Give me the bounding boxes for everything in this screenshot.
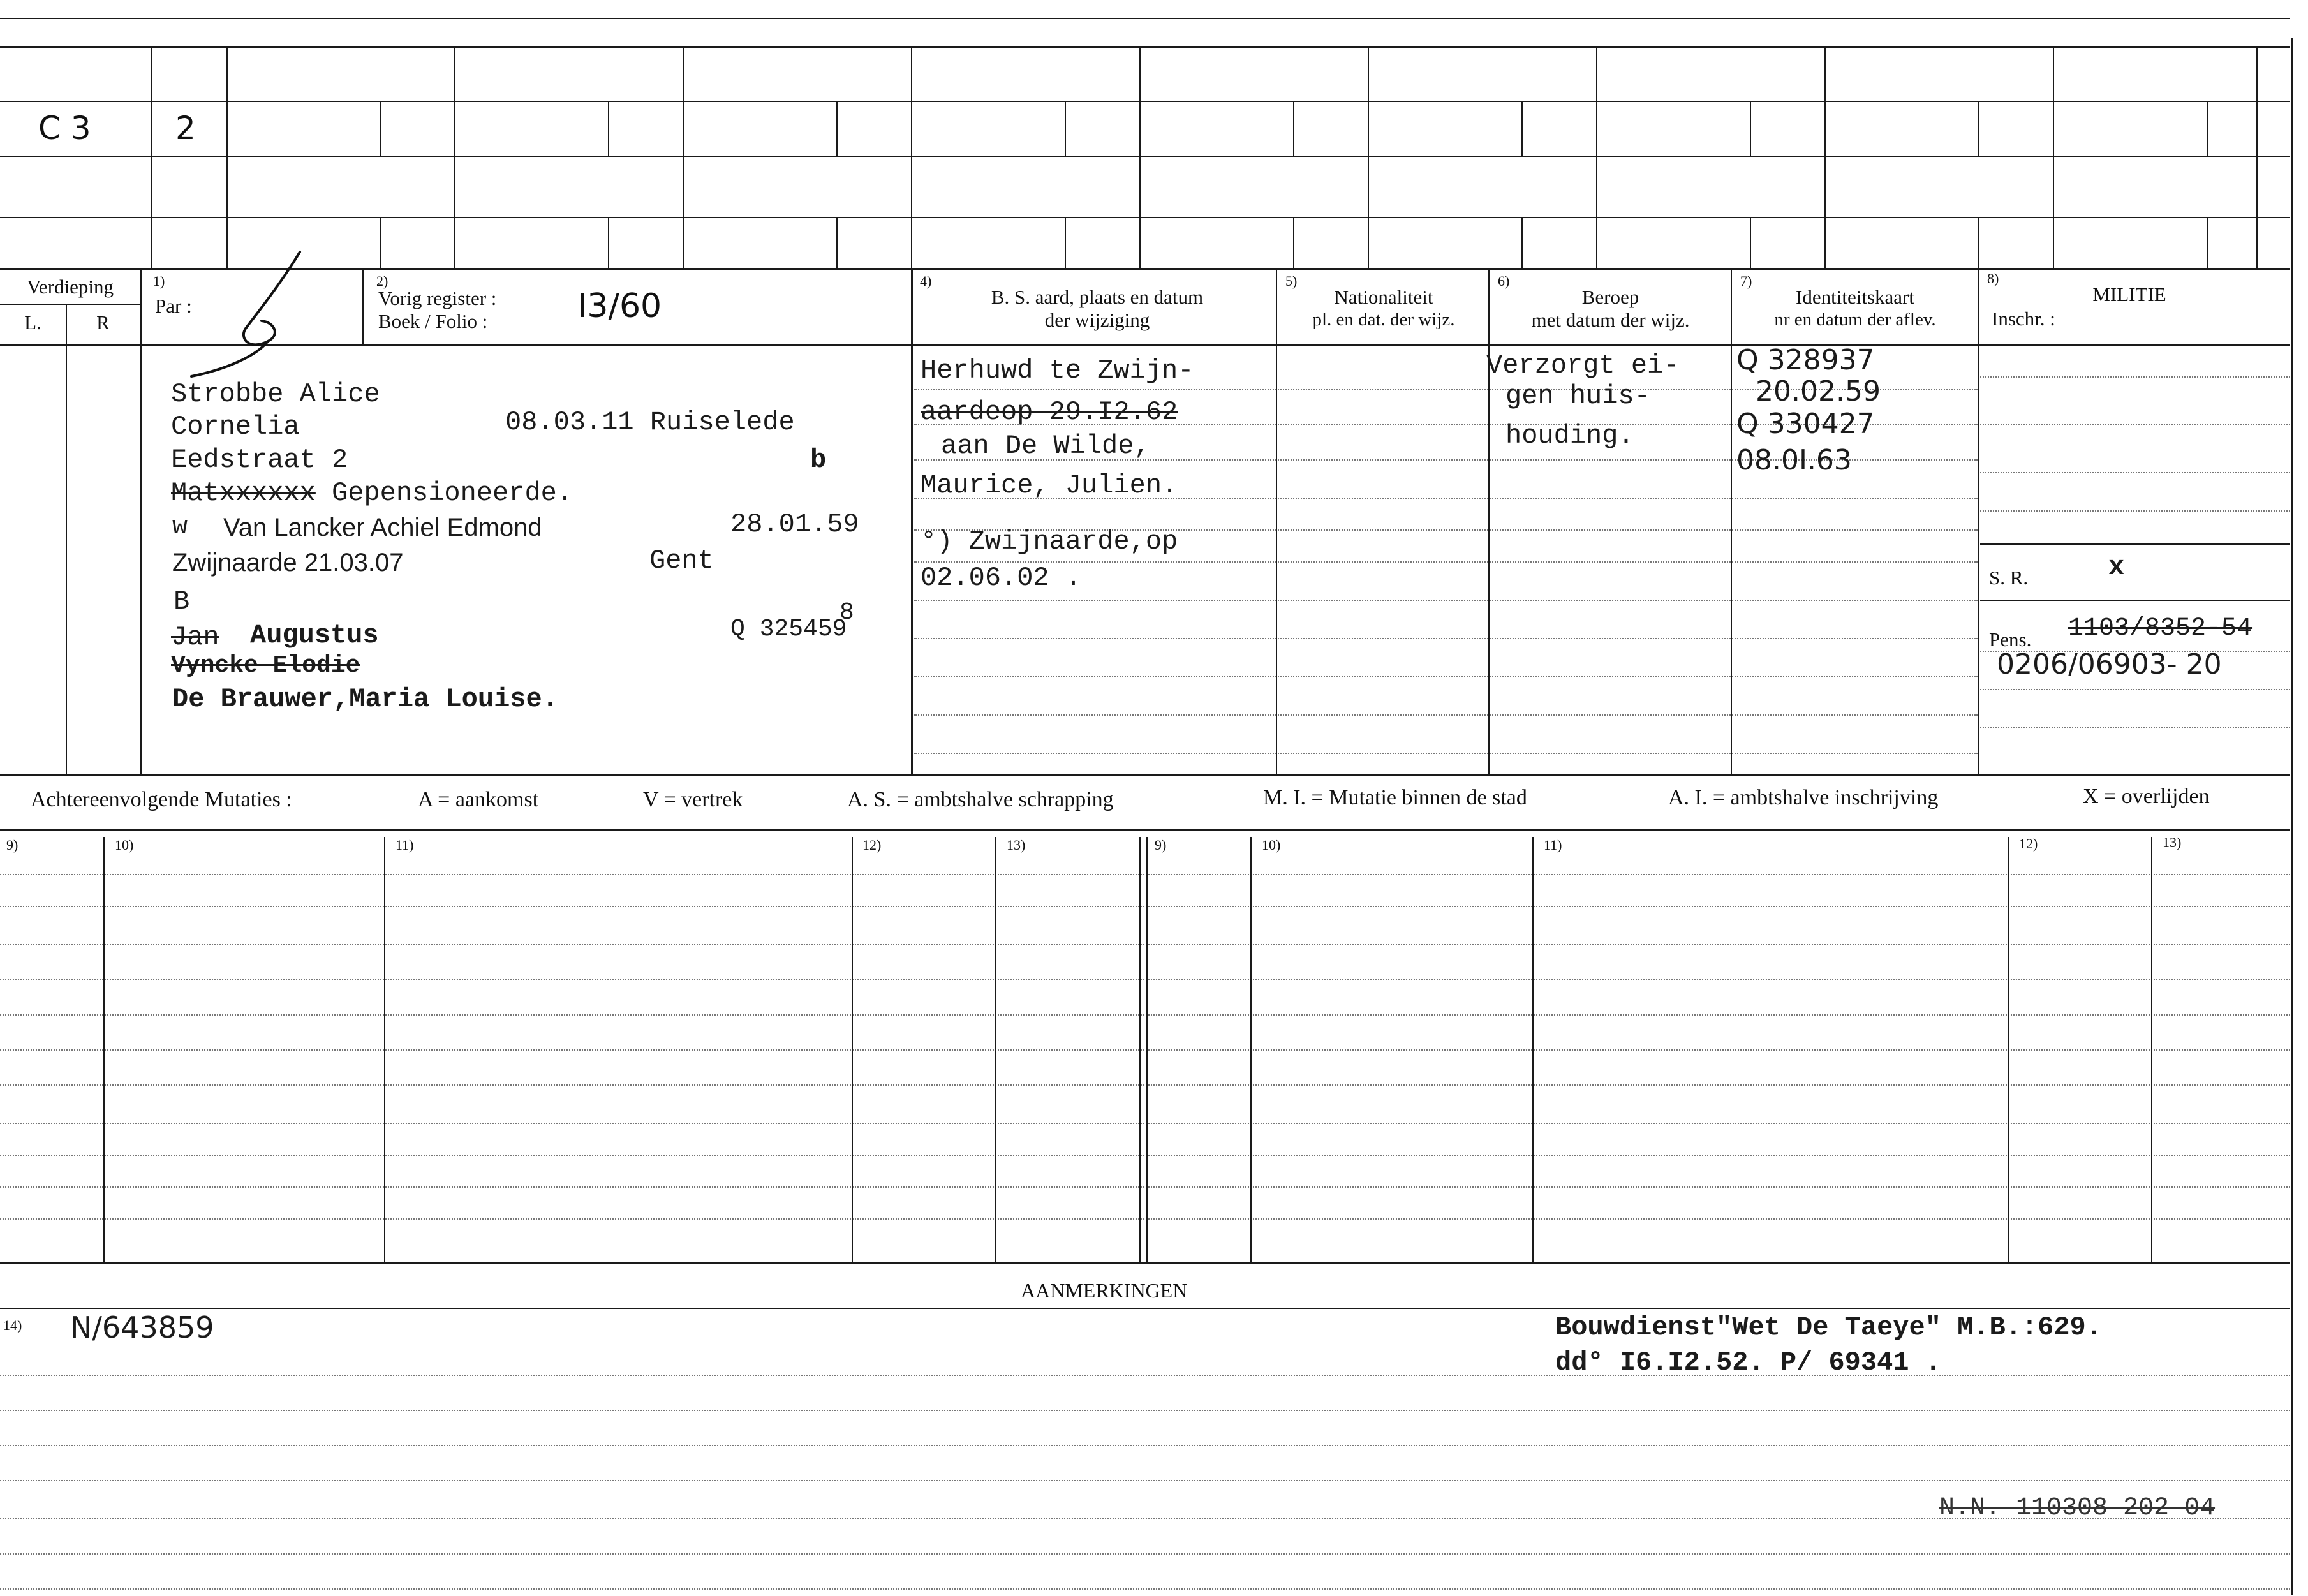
rule <box>914 638 1978 639</box>
legend-as: A. S. = ambtshalve schrapping <box>847 788 1114 811</box>
beroep-line-1: Verzorgt ei- <box>1486 350 1680 381</box>
nat-header-2: pl. en dat. der wijz. <box>1312 309 1455 330</box>
mut-col-9: 9) <box>6 837 18 853</box>
mut-vline-center <box>1146 837 1148 1262</box>
col-divider <box>362 268 364 344</box>
grid-line-3 <box>0 156 2290 157</box>
mut-vline-center <box>1139 837 1141 1262</box>
col-divider <box>1488 268 1490 776</box>
nn-struck: N.N. 110308 202 04 <box>1939 1494 2216 1523</box>
person-address: Eedstraat 2 <box>171 445 348 475</box>
mut-vline <box>852 837 853 1262</box>
grid-top-line <box>0 46 2290 48</box>
mut-col-10b: 10) <box>1262 837 1281 853</box>
bs-line-5: °) Zwijnaarde,op <box>921 526 1178 557</box>
rem-rule <box>0 1588 2290 1590</box>
id-header-2: nr en datum der aflev. <box>1774 309 1936 330</box>
grid-line-2 <box>0 101 2290 102</box>
person-name: Strobbe Alice <box>171 379 380 410</box>
rule <box>1980 543 2290 545</box>
q-number: Q 325459 <box>730 616 847 643</box>
rem-rule <box>0 1410 2290 1411</box>
mutaties-top-line <box>0 829 2290 831</box>
verdieping-split <box>0 304 140 305</box>
grid-vline-sub <box>1065 101 1066 156</box>
spouse-date: 28.01.59 <box>730 509 859 540</box>
nat-header-1: Nationaliteit <box>1334 286 1433 308</box>
mut-vline <box>2151 837 2152 1262</box>
father-struck: Jan <box>171 622 219 653</box>
person-occupation: Gepensioneerde. <box>332 478 573 508</box>
col-number-5: 5) <box>1285 273 1298 289</box>
pens-struck: 1103/8352-54 <box>2068 614 2253 643</box>
par-handwritten-mark <box>185 246 325 386</box>
spouse-prefix: w <box>172 513 188 542</box>
col-number-6: 6) <box>1498 273 1510 289</box>
rule <box>1980 727 2290 728</box>
mut-rule <box>0 1049 2290 1051</box>
grid-vline <box>1368 46 1369 268</box>
grid-vline-sub <box>1978 101 1979 156</box>
legend-ai: A. I. = ambtshalve inschrijving <box>1668 786 1939 809</box>
col-number-4: 4) <box>920 273 932 289</box>
pens-value: 0206/06903- 20 <box>1997 648 2222 681</box>
rem-rule <box>0 1553 2290 1555</box>
mut-rule <box>0 1155 2290 1156</box>
mut-rule <box>0 1123 2290 1124</box>
rem-rule <box>0 1445 2290 1446</box>
grid-vline-sub <box>836 101 838 156</box>
beroep-header-1: Beroep <box>1581 286 1639 308</box>
remarks-number: 14) <box>3 1317 22 1333</box>
grid-vline <box>911 46 912 268</box>
rem-rule <box>0 1375 2290 1376</box>
mother-name: De Brauwer,Maria Louise. <box>172 684 558 714</box>
inschr-label: Inschr. : <box>1992 307 2055 330</box>
grid-vline-sub <box>836 217 838 268</box>
remarks-title: AANMERKINGEN <box>1021 1279 1188 1302</box>
col-number-1: 1) <box>153 273 165 289</box>
mut-rule <box>0 1186 2290 1188</box>
col-divider <box>140 268 142 776</box>
mutaties-bottom-line <box>0 1262 2290 1264</box>
rule <box>914 714 1978 716</box>
sr-value: x <box>2108 552 2125 582</box>
bs-line-6: 02.06.02 . <box>921 563 1082 593</box>
grid-vline <box>151 46 152 268</box>
col-divider <box>1731 268 1732 776</box>
q-suffix: 8 <box>840 599 854 626</box>
grid-vline-sub <box>380 101 381 156</box>
mut-vline <box>103 837 105 1262</box>
boek-folio-label: Boek / Folio : <box>378 310 488 332</box>
mut-col-11b: 11) <box>1544 837 1562 853</box>
pens-label: Pens. <box>1989 628 2032 651</box>
mut-col-10: 10) <box>115 837 134 853</box>
bs-line-2: aardeop 29.I2.62 <box>921 397 1178 427</box>
legend-title: Achtereenvolgende Mutaties : <box>31 788 292 811</box>
right-edge <box>2291 38 2293 1595</box>
bouwdienst-line-1: Bouwdienst"Wet De Taeye" M.B.:629. <box>1555 1312 2102 1343</box>
mut-col-11: 11) <box>396 837 414 853</box>
person-occupation-struck: Matxxxxxx <box>171 478 316 508</box>
bs-header-2: der wijziging <box>1044 309 1150 331</box>
mut-col-13: 13) <box>1007 837 1026 853</box>
mut-rule <box>0 979 2290 980</box>
rule <box>1980 424 2290 425</box>
mut-vline <box>995 837 996 1262</box>
grid-cell-block: C 3 <box>38 110 91 147</box>
mut-rule <box>0 906 2290 907</box>
grid-vline-sub <box>2207 217 2208 268</box>
legend-x: X = overlijden <box>2083 785 2210 808</box>
bs-line-1: Herhuwd te Zwijn- <box>921 355 1194 386</box>
mut-vline <box>1250 837 1252 1262</box>
person-b-mark: b <box>810 445 827 475</box>
grid-vline <box>1824 46 1826 268</box>
legend-mi: M. I. = Mutatie binnen de stad <box>1263 786 1527 809</box>
grid-vline <box>1139 46 1141 268</box>
body-bottom-line <box>0 774 2290 776</box>
grid-vline-sub <box>1293 217 1294 268</box>
vorig-register-label: Vorig register : <box>378 287 497 309</box>
spouse-birth: Zwijnaarde 21.03.07 <box>172 549 404 577</box>
id-line-2: 20.02.59 <box>1756 375 1881 408</box>
grid-vline-sub <box>1978 217 1979 268</box>
id-line-1: Q 328937 <box>1736 344 1875 376</box>
remarks-top-line <box>0 1308 2290 1309</box>
col-number-7: 7) <box>1740 273 1752 289</box>
mut-rule <box>0 1218 2290 1220</box>
vorig-register-value: I3/60 <box>577 287 662 325</box>
verdieping-header: Verdieping <box>26 276 114 298</box>
grid-cell-number: 2 <box>175 110 196 147</box>
grid-vline-sub <box>1293 101 1294 156</box>
spouse-name: Van Lancker Achiel Edmond <box>223 514 542 542</box>
sr-label: S. R. <box>1989 566 2029 589</box>
col-divider <box>1978 268 1979 776</box>
bs-line-3: aan De Wilde, <box>941 431 1150 461</box>
col-divider <box>911 268 913 776</box>
rule <box>1980 510 2290 512</box>
grid-vline-sub <box>1521 101 1523 156</box>
mut-col-12: 12) <box>862 837 882 853</box>
mut-rule <box>0 1084 2290 1086</box>
mut-col-12b: 12) <box>2019 836 2038 852</box>
grid-line-4 <box>0 217 2290 218</box>
col-number-2: 2) <box>376 273 388 289</box>
grid-vline-sub <box>1521 217 1523 268</box>
col-number-8: 8) <box>1987 270 1999 286</box>
id-line-4: 08.0I.63 <box>1736 444 1852 477</box>
beroep-line-2: gen huis- <box>1505 381 1650 411</box>
verdieping-r: R <box>96 311 110 334</box>
id-header-1: Identiteitskaart <box>1796 286 1914 308</box>
grid-vline <box>683 46 684 268</box>
mut-rule <box>0 1014 2290 1016</box>
grid-vline <box>2256 46 2258 268</box>
mother-struck: Vyncke Elodie <box>171 652 360 679</box>
par-label: Par : <box>155 295 192 317</box>
mut-col-9b: 9) <box>1155 837 1167 853</box>
bs-line-4: Maurice, Julien. <box>921 470 1178 501</box>
mut-vline <box>1532 837 1534 1262</box>
nn-number: N/643859 <box>70 1310 214 1345</box>
rule <box>914 676 1978 677</box>
rule <box>1980 472 2290 473</box>
bs-header-1: B. S. aard, plaats en datum <box>991 286 1204 308</box>
grid-vline-sub <box>608 101 609 156</box>
grid-vline-sub <box>380 217 381 268</box>
grid-vline <box>226 46 228 268</box>
grid-vline-sub <box>608 217 609 268</box>
grid-vline <box>2053 46 2054 268</box>
grid-vline-sub <box>1750 217 1751 268</box>
mut-rule <box>0 874 2290 875</box>
militie-header: MILITIE <box>2092 283 2166 306</box>
grid-vline <box>1596 46 1597 268</box>
beroep-header-2: met datum der wijz. <box>1531 309 1690 331</box>
rem-rule <box>0 1480 2290 1481</box>
rule <box>914 600 1978 601</box>
spouse-city: Gent <box>649 545 714 576</box>
rule <box>914 753 1978 754</box>
verdieping-l: L. <box>24 311 41 334</box>
mut-col-13b: 13) <box>2163 834 2182 850</box>
mut-vline <box>384 837 385 1262</box>
header-bottom-line <box>0 344 2290 346</box>
verdieping-lr-divider <box>66 304 67 776</box>
grid-vline <box>454 46 455 268</box>
rule <box>1980 376 2290 378</box>
header-top-line <box>0 268 2290 270</box>
beroep-line-3: houding. <box>1505 420 1634 451</box>
grid-vline-sub <box>2207 101 2208 156</box>
rule <box>1980 600 2290 601</box>
mut-rule <box>0 944 2290 945</box>
mut-vline <box>2008 837 2009 1262</box>
top-rule <box>0 18 2290 19</box>
person-firstname: Cornelia <box>171 411 300 442</box>
rule <box>1980 689 2290 690</box>
bouwdienst-line-2: dd° I6.I2.52. P/ 69341 . <box>1555 1347 1941 1378</box>
grid-vline-sub <box>1750 101 1751 156</box>
person-b2: B <box>174 586 190 617</box>
id-line-3: Q 330427 <box>1736 408 1875 440</box>
grid-vline-sub <box>1065 217 1066 268</box>
legend-v: V = vertrek <box>643 788 743 811</box>
legend-a: A = aankomst <box>418 788 539 811</box>
col-divider <box>1276 268 1277 776</box>
person-birth: 08.03.11 Ruiselede <box>505 407 795 438</box>
father-name: Augustus <box>250 620 379 651</box>
